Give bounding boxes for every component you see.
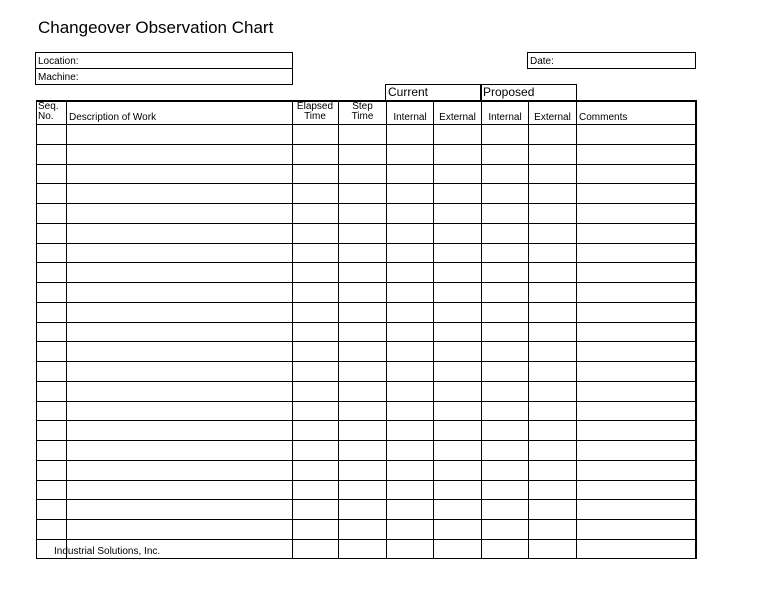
machine-field[interactable] — [35, 68, 293, 85]
proposed-external-header: External — [534, 112, 571, 123]
page-title: Changeover Observation Chart — [38, 18, 274, 37]
table-row-line — [37, 262, 695, 263]
table-row-line — [37, 539, 695, 540]
seq-header-line2: No. — [38, 111, 54, 122]
column-divider — [292, 102, 293, 558]
location-field[interactable] — [35, 52, 293, 69]
seq-header — [38, 102, 59, 122]
column-divider — [433, 102, 434, 558]
table-row-line — [37, 381, 695, 382]
table-row-line — [37, 302, 695, 303]
observation-table — [36, 100, 697, 559]
seq-header-line1: Seq. — [38, 101, 59, 112]
table-row-line — [37, 322, 695, 323]
table-row-line — [37, 519, 695, 520]
table-row-line — [37, 420, 695, 421]
table-row-line — [37, 164, 695, 165]
current-group-label: Current — [388, 85, 429, 99]
table-row-line — [37, 124, 695, 125]
column-divider — [338, 102, 339, 558]
current-internal-header: Internal — [393, 112, 427, 123]
step-header-line1: Step — [352, 101, 373, 112]
elapsed-time-header — [292, 102, 338, 122]
column-divider — [576, 102, 577, 558]
column-divider — [66, 102, 67, 558]
table-row-line — [37, 282, 695, 283]
machine-label: Machine: — [38, 72, 79, 83]
column-divider — [481, 102, 482, 558]
table-row-line — [37, 499, 695, 500]
current-external-header: External — [439, 112, 476, 123]
location-label: Location: — [38, 56, 79, 67]
proposed-group-label: Proposed — [483, 85, 535, 99]
table-row-line — [37, 401, 695, 402]
description-header: Description of Work — [69, 112, 157, 123]
table-row-line — [37, 480, 695, 481]
proposed-group-header — [480, 84, 577, 101]
elapsed-header-line1: Elapsed — [296, 101, 334, 112]
table-row-line — [37, 440, 695, 441]
table-row-line — [37, 144, 695, 145]
table-row-line — [37, 203, 695, 204]
table-row-line — [37, 361, 695, 362]
step-time-header — [339, 102, 386, 122]
column-divider — [528, 102, 529, 558]
current-group-header — [385, 84, 482, 101]
table-row-line — [37, 243, 695, 244]
step-header-line2: Time — [351, 111, 374, 122]
column-divider — [386, 102, 387, 558]
table-row-line — [37, 460, 695, 461]
table-row-line — [37, 183, 695, 184]
comments-header: Comments — [579, 112, 628, 123]
table-row-line — [37, 341, 695, 342]
table-row-line — [37, 223, 695, 224]
date-field[interactable] — [527, 52, 696, 69]
proposed-internal-header: Internal — [488, 112, 522, 123]
elapsed-header-line2: Time — [304, 111, 326, 122]
date-label: Date: — [530, 56, 554, 67]
company-footer: Industrial Solutions, Inc. — [54, 546, 161, 557]
